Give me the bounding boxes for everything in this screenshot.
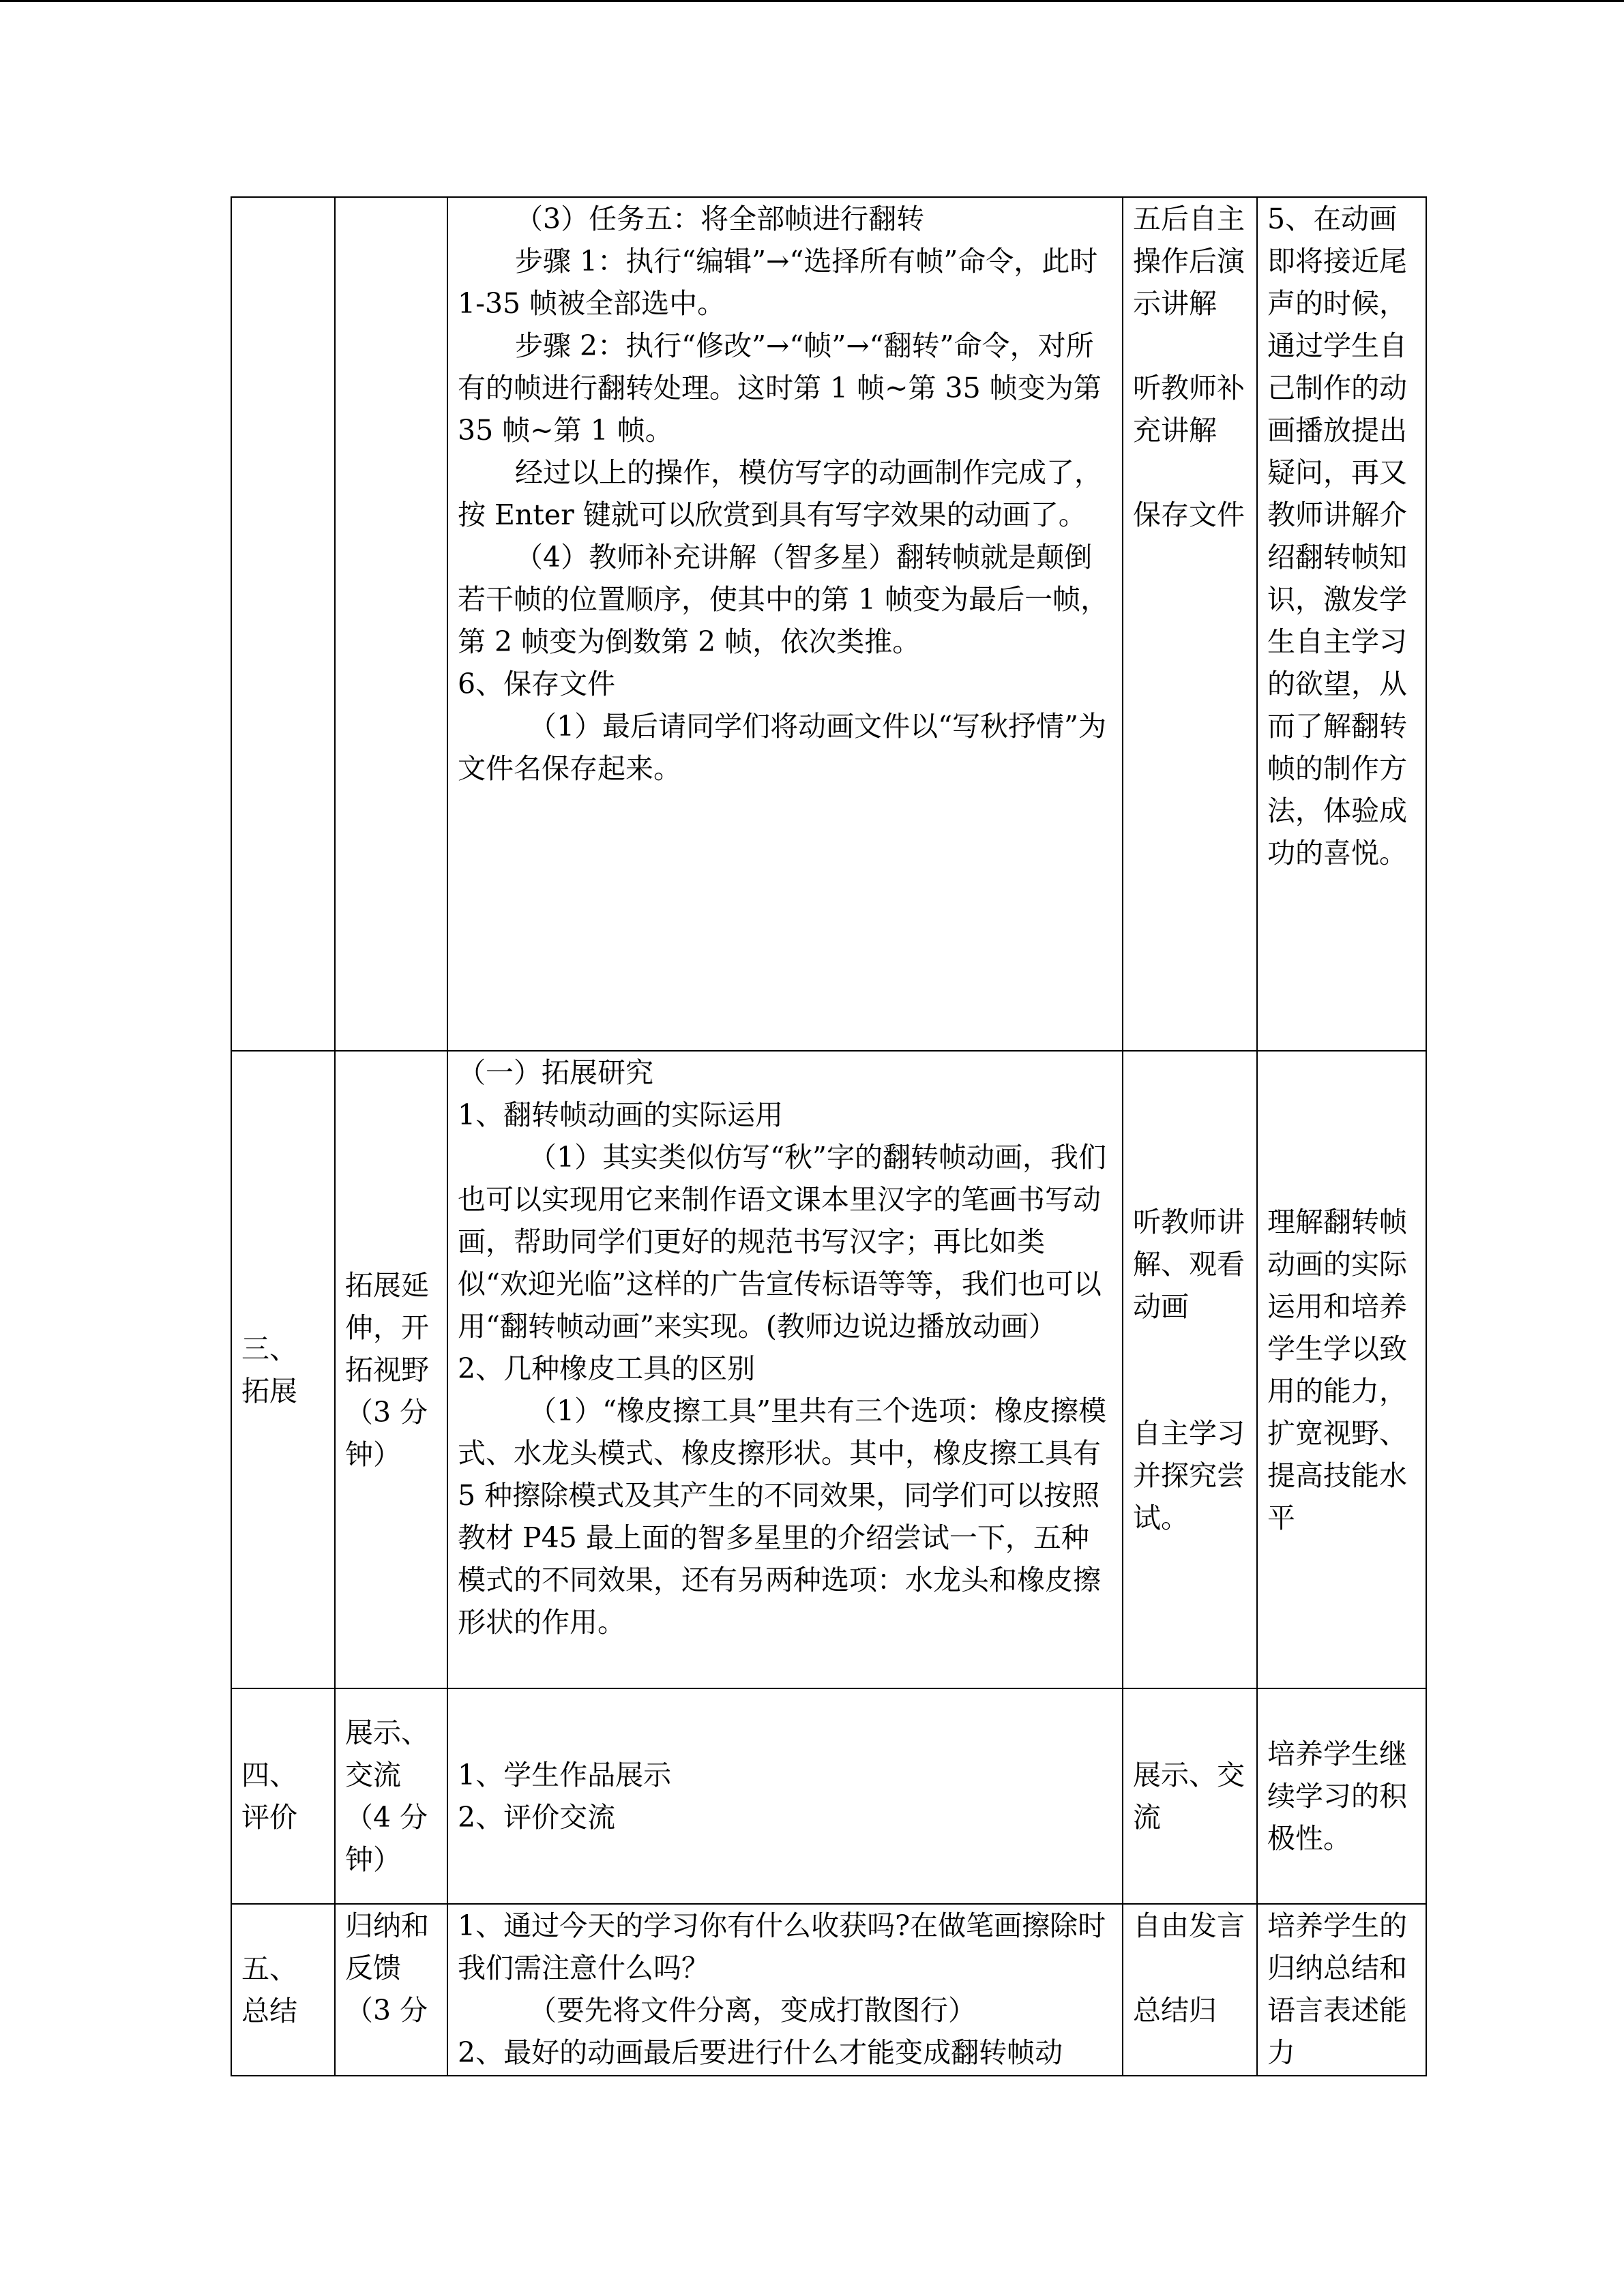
- design-purpose-cell: 培养学生继续学习的积极性。: [1257, 1688, 1426, 1904]
- content-paragraph: （一）拓展研究: [458, 1056, 653, 1089]
- stage-cell: [231, 197, 335, 1051]
- intent-cell: [335, 197, 447, 1051]
- student-activity-cell: 听教师讲解、观看动画 自主学习并探究尝试。: [1123, 1051, 1257, 1688]
- content-cell: [447, 1904, 1123, 2076]
- stage-cell: 五、总结: [231, 1904, 335, 2076]
- content-paragraph: 2、最好的动画最后要进行什么才能变成翻转帧动: [458, 2036, 1063, 2069]
- content-cell: [447, 1688, 1123, 1904]
- table-row: [231, 197, 1426, 1051]
- table-row: [231, 1904, 1426, 2076]
- intent-cell: 归纳和反馈（3 分: [335, 1904, 447, 2076]
- content-paragraph: （1）“橡皮擦工具”里共有三个选项：橡皮擦模式、水龙头模式、橡皮擦形状。其中，橡皮擦工具有 5 种擦除模式及其产生的不同效果，同学们可以按照教材 P45 最上面的智多星里的介绍尝试一下，五种模式的不同效果，还有另两种选项：水龙头和橡皮擦形状的作用。: [458, 1395, 1107, 1639]
- content-paragraph: 经过以上的操作，模仿写字的动画制作完成了，按 Enter 键就可以欣赏到具有写字效果的动画了。: [458, 456, 1102, 531]
- content-paragraph: 1、学生作品展示: [458, 1759, 672, 1791]
- content-paragraph: 步骤 1：执行“编辑”→“选择所有帧”命令，此时 1-35 帧被全部选中。: [458, 245, 1098, 320]
- content-paragraph: 1、翻转帧动画的实际运用: [458, 1099, 784, 1131]
- page-top-border: [0, 0, 1624, 2]
- intent-cell: 拓展延伸，开拓视野（3 分钟）: [335, 1051, 447, 1688]
- lesson-plan-table: [231, 196, 1427, 2076]
- content-paragraph: （1）最后请同学们将动画文件以“写秋抒情”为文件名保存起来。: [458, 710, 1107, 785]
- design-purpose-cell: 5、在动画即将接近尾声的时候，通过学生自己制作的动画播放提出疑问，再又教师讲解介绍翻转帧知识，激发学生自主学习的欲望，从而了解翻转帧的制作方法，体验成功的喜悦。: [1257, 197, 1426, 1051]
- content-paragraph: （1）其实类似仿写“秋”字的翻转帧动画，我们也可以实现用它来制作语文课本里汉字的笔画书写动画，帮助同学们更好的规范书写汉字；再比如类似“欢迎光临”这样的广告宣传标语等等，我们也可以用“翻转帧动画”来实现。(教师边说边播放动画）: [458, 1141, 1107, 1343]
- content-cell: [447, 1051, 1123, 1688]
- intent-cell: 展示、交流（4 分钟）: [335, 1688, 447, 1904]
- student-activity-cell: 自由发言 总结归: [1123, 1904, 1257, 2076]
- table-row: [231, 1688, 1426, 1904]
- content-paragraph: 6、保存文件: [458, 668, 616, 700]
- content-paragraph: （要先将文件分离，变成打散图行）: [529, 1994, 976, 2027]
- student-activity-cell: 展示、交流: [1123, 1688, 1257, 1904]
- content-paragraph: 2、几种橡皮工具的区别: [458, 1352, 756, 1385]
- content-paragraph: 步骤 2：执行“修改”→“帧”→“翻转”命令，对所有的帧进行翻转处理。这时第 1 帧~第 35 帧变为第 35 帧~第 1 帧。: [458, 329, 1102, 447]
- table-row: [231, 1051, 1426, 1688]
- content-paragraph: 2、评价交流: [458, 1801, 616, 1834]
- stage-cell: 三、拓展: [231, 1051, 335, 1688]
- stage-cell: 四、评价: [231, 1688, 335, 1904]
- content-cell: [447, 197, 1123, 1051]
- content-paragraph: （4）教师补充讲解（智多星）翻转帧就是颠倒若干帧的位置顺序，使其中的第 1 帧变为最后一帧，第 2 帧变为倒数第 2 帧，依次类推。: [458, 541, 1109, 658]
- design-purpose-cell: 理解翻转帧动画的实际运用和培养学生学以致用的能力，扩宽视野、提高技能水平: [1257, 1051, 1426, 1688]
- content-paragraph: （3）任务五：将全部帧进行翻转: [515, 203, 925, 235]
- content-paragraph: 1、通过今天的学习你有什么收获吗?在做笔画擦除时我们需注意什么吗？: [458, 1909, 1106, 1984]
- design-purpose-cell: 培养学生的归纳总结和语言表述能力: [1257, 1904, 1426, 2076]
- student-activity-cell: 五后自主操作后演示讲解 听教师补充讲解 保存文件: [1123, 197, 1257, 1051]
